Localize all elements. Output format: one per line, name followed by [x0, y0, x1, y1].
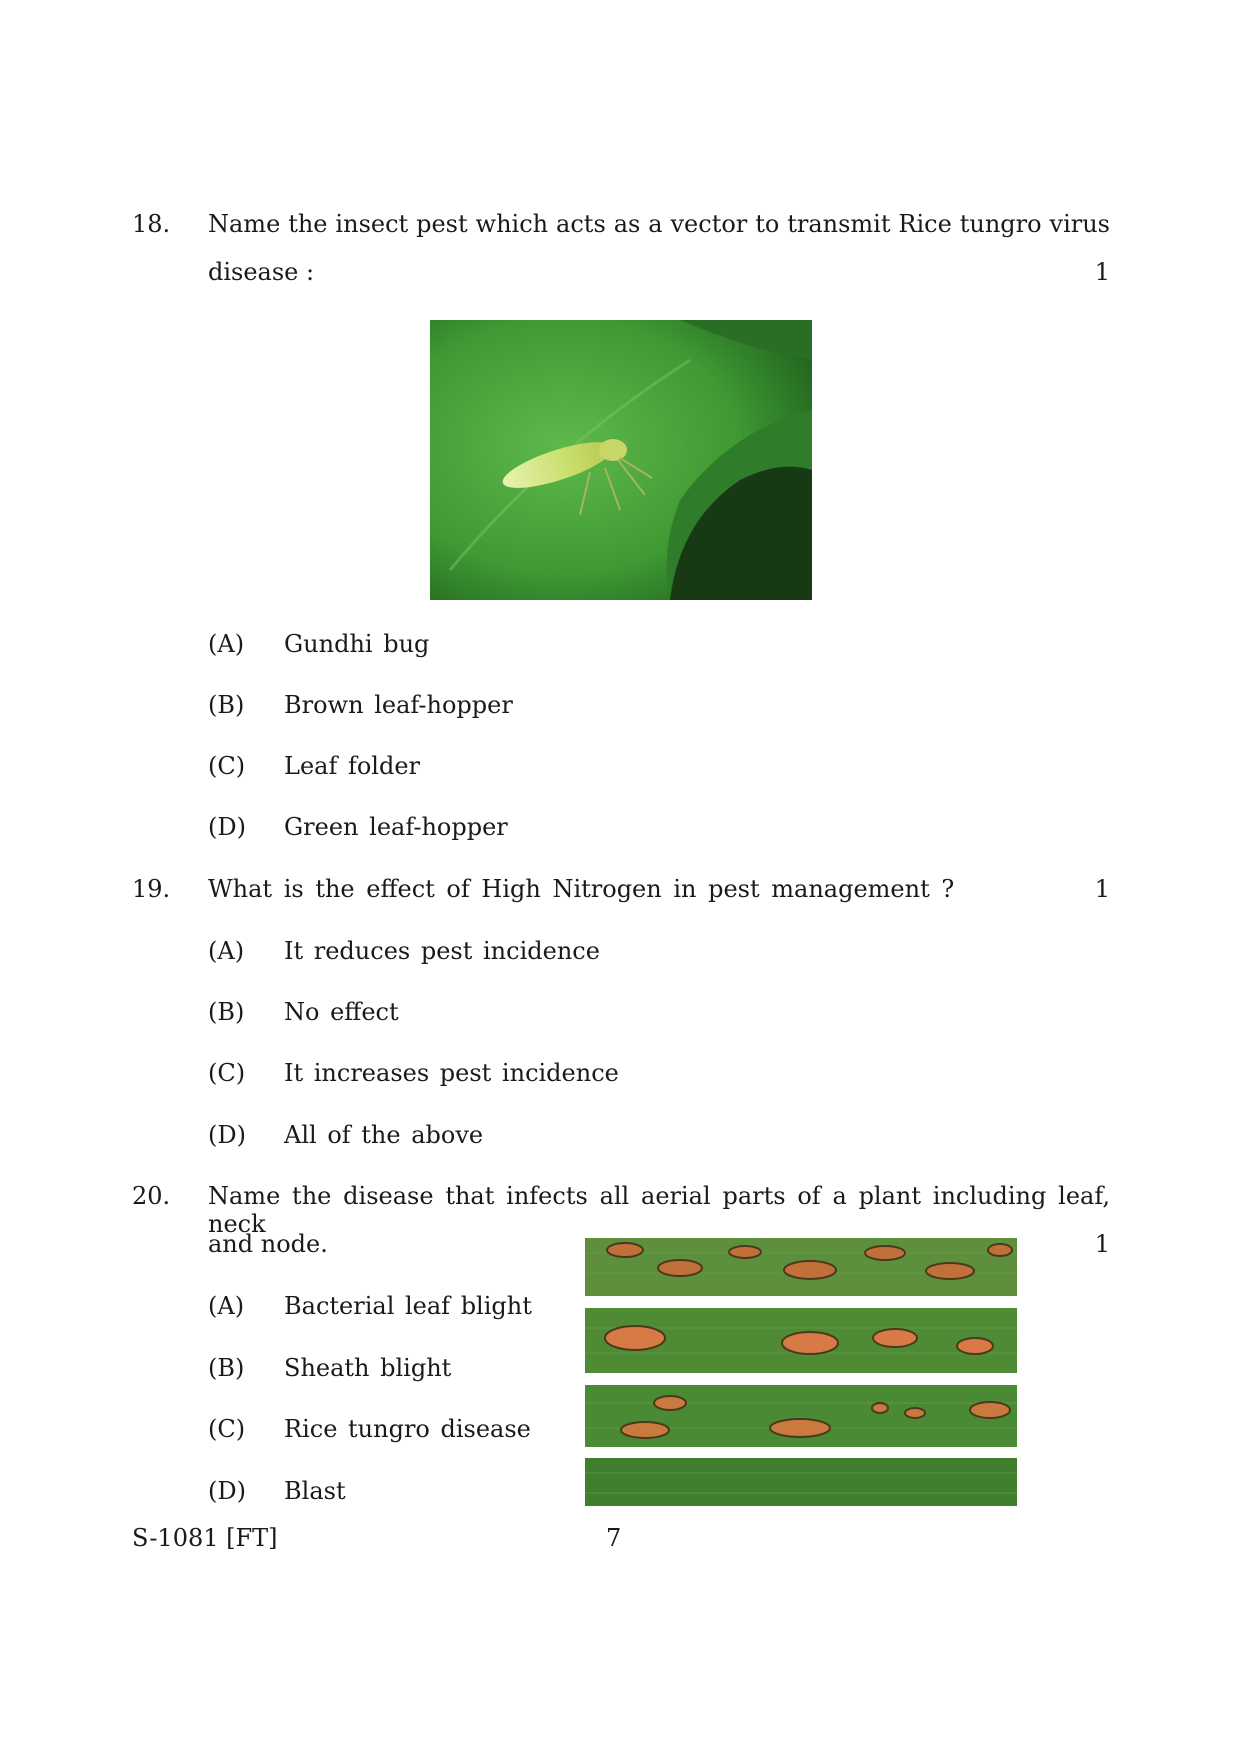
q19-option-c-label: (C) — [208, 1059, 246, 1087]
q18-option-b-label: (B) — [208, 691, 245, 719]
leafhopper-image — [430, 320, 812, 600]
question-19-marks: 1 — [1094, 875, 1110, 903]
q20-option-a-label: (A) — [208, 1292, 245, 1320]
question-20-marks: 1 — [1094, 1230, 1110, 1258]
q20-option-b-text: Sheath blight — [284, 1354, 452, 1382]
question-20-text-line2: and node. — [208, 1230, 328, 1258]
question-20-text-line1: Name the disease that infects all aerial parts of a plant including leaf, neck — [208, 1182, 1110, 1238]
q18-option-d-label: (D) — [208, 813, 246, 841]
q18-option-c-text: Leaf folder — [284, 752, 421, 780]
q19-option-d-label: (D) — [208, 1121, 246, 1149]
q19-option-a-label: (A) — [208, 937, 245, 965]
question-18-text-line1: Name the insect pest which acts as a vector to transmit Rice tungro virus — [208, 210, 1110, 238]
q20-option-d-text: Blast — [284, 1477, 346, 1505]
paper-code: S-1081 [FT] — [132, 1524, 278, 1552]
question-18-marks: 1 — [1094, 258, 1110, 286]
q19-option-a-text: It reduces pest incidence — [284, 937, 600, 965]
q20-option-b-label: (B) — [208, 1354, 245, 1382]
q19-option-b-label: (B) — [208, 998, 245, 1026]
question-18-text-line2: disease : — [208, 258, 315, 286]
q18-option-c-label: (C) — [208, 752, 246, 780]
q20-option-c-label: (C) — [208, 1415, 246, 1443]
question-19-number: 19. — [132, 875, 171, 903]
page-number: 7 — [606, 1524, 622, 1552]
q20-option-d-label: (D) — [208, 1477, 246, 1505]
q18-option-a-label: (A) — [208, 630, 245, 658]
question-18-number: 18. — [132, 210, 171, 238]
q18-option-d-text: Green leaf-hopper — [284, 813, 508, 841]
question-19-text: What is the effect of High Nitrogen in pest management ? — [208, 875, 955, 903]
blast-lesions-image — [585, 1238, 1017, 1506]
q20-option-c-text: Rice tungro disease — [284, 1415, 531, 1443]
q20-option-a-text: Bacterial leaf blight — [284, 1292, 532, 1320]
question-20-number: 20. — [132, 1182, 171, 1210]
q19-option-d-text: All of the above — [284, 1121, 484, 1149]
q18-option-a-text: Gundhi bug — [284, 630, 430, 658]
q18-option-b-text: Brown leaf-hopper — [284, 691, 513, 719]
q19-option-b-text: No effect — [284, 998, 399, 1026]
q19-option-c-text: It increases pest incidence — [284, 1059, 619, 1087]
